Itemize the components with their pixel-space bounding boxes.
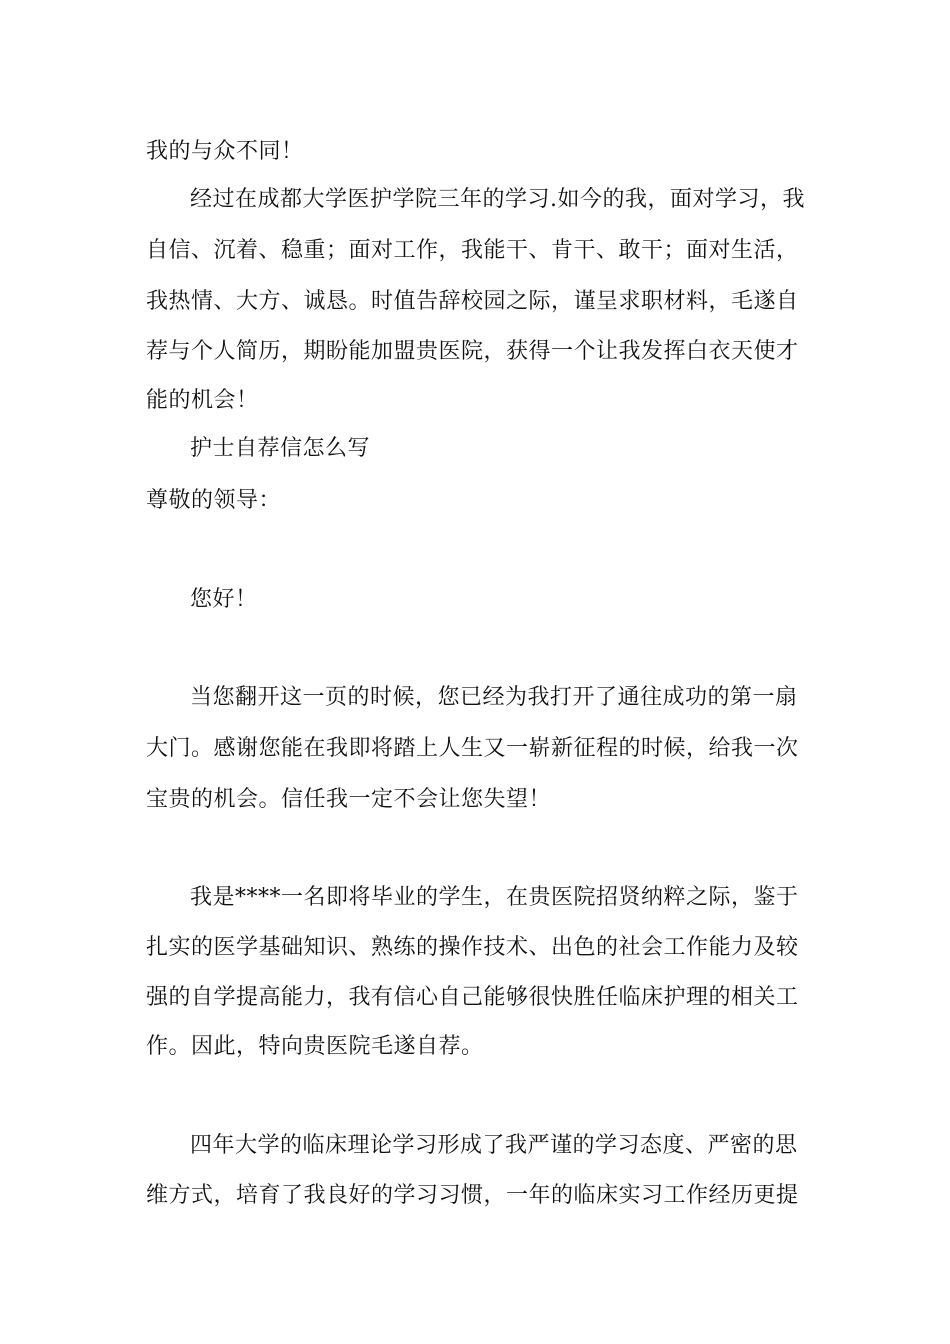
text-line: 维方式，培育了我良好的学习习惯，一年的临床实习工作经历更提 [146, 1183, 799, 1208]
salutation: 尊敬的领导： [146, 488, 282, 513]
text-line: 四年大学的临床理论学习形成了我严谨的学习态度、严密的思 [190, 1133, 798, 1158]
text-line: 宝贵的机会。信任我一定不会让您失望！ [146, 787, 552, 812]
text-line: 自信、沉着、稳重；面对工作，我能干、肯干、敢干；面对生活， [146, 238, 799, 263]
text-line: 我热情、大方、诚恳。时值告辞校园之际，谨呈求职材料，毛遂自 [146, 289, 799, 314]
text-line: 大门。感谢您能在我即将踏上人生又一崭新征程的时候，给我一次 [146, 736, 799, 761]
text-line: 当您翻开这一页的时候，您已经为我打开了通往成功的第一扇 [190, 685, 798, 710]
text-line: 我是****一名即将毕业的学生，在贵医院招贤纳粹之际，鉴于 [190, 885, 799, 910]
text-line: 能的机会！ [146, 388, 259, 413]
heading: 护士自荐信怎么写 [190, 436, 371, 461]
text-line: 作。因此，特向贵医院毛遂自荐。 [146, 1034, 484, 1059]
text-line: 扎实的医学基础知识、熟练的操作技术、出色的社会工作能力及较 [146, 935, 799, 960]
text-line: 强的自学提高能力，我有信心自己能够很快胜任临床护理的相关工 [146, 985, 799, 1010]
text-line: 我的与众不同！ [146, 139, 304, 164]
greeting: 您好！ [190, 587, 258, 612]
text-line: 荐与个人简历，期盼能加盟贵医院，获得一个让我发挥白衣天使才 [146, 339, 799, 364]
text-line: 经过在成都大学医护学院三年的学习.如今的我，面对学习，我 [190, 187, 805, 212]
